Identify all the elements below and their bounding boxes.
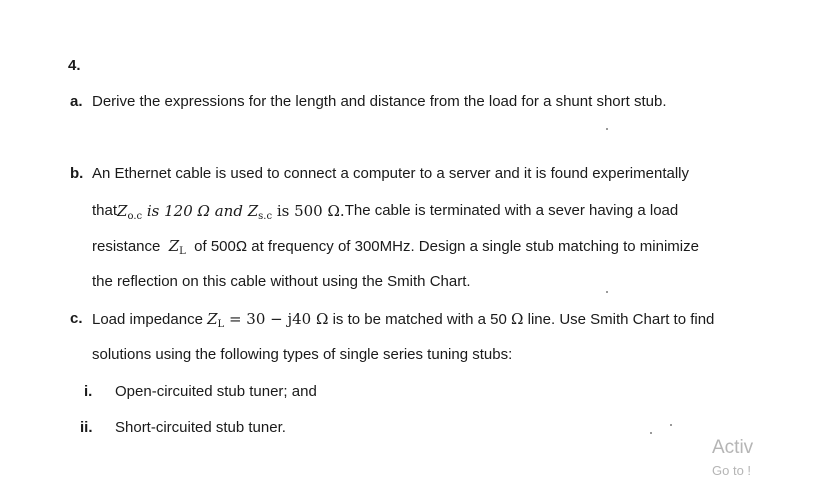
- part-b-line-4: the reflection on this cable without using the Smith Chart.: [92, 273, 471, 290]
- activation-watermark-title: Activ: [712, 437, 754, 458]
- activation-watermark-subtitle: Go to !: [712, 463, 752, 478]
- z-sc-symbol: Z: [247, 202, 259, 220]
- z-sc-subscript: s.c: [258, 211, 273, 222]
- z-sc-value: is 500 Ω.: [272, 202, 345, 220]
- sub-item-ii-text: Short-circuited stub tuner.: [115, 419, 286, 436]
- part-b-line-2: [92, 201, 679, 222]
- z-oc-value: is 120 Ω and: [142, 202, 248, 220]
- part-a-text: Derive the expressions for the length and distance from the load for a shunt short stub.: [92, 93, 667, 110]
- part-b-line-3-end: of 500Ω at frequency of 300MHz. Design a single stub matching to minimize: [194, 238, 699, 255]
- part-c-line-1: [92, 309, 714, 330]
- part-b-line-3: [92, 236, 699, 257]
- part-c-marker: c.: [70, 310, 83, 327]
- load-impedance-symbol: $Z_L$: [168, 237, 186, 257]
- part-b-line-1: An Ethernet cable is used to connect a computer to a server and it is found experimentally: [92, 165, 689, 182]
- sub-item-ii-marker: ii.: [80, 419, 93, 436]
- part-b-marker: b.: [70, 165, 84, 182]
- part-c-line-1-mid: is to be matched with a 50: [332, 311, 507, 328]
- sub-item-i-text: Open-circuited stub tuner; and: [115, 383, 317, 400]
- part-a-marker: a.: [70, 93, 83, 110]
- z-oc-subscript: o.c: [127, 211, 143, 222]
- part-c-line-1-start: Load impedance: [92, 311, 203, 328]
- part-b-line-3-start: resistance: [92, 238, 161, 255]
- ohm-symbol: Ω: [511, 310, 524, 328]
- scan-dot: [650, 432, 652, 434]
- part-b-line-2-start: that: [92, 202, 118, 219]
- scan-dot: [606, 291, 608, 293]
- part-c-line-2: solutions using the following types of single series tuning stubs:: [92, 346, 513, 363]
- part-c-line-1-end: line. Use Smith Chart to find: [527, 311, 715, 328]
- sub-item-i-marker: i.: [84, 383, 93, 400]
- load-impedance-equation: $Z_L = 30 - j40$ Ω: [207, 310, 329, 330]
- question-number: 4.: [68, 57, 81, 74]
- part-b-line-2-end: The cable is terminated with a sever having a load: [344, 202, 679, 219]
- scan-dot: [606, 128, 608, 130]
- scan-dot: [670, 424, 672, 426]
- open-circuit-impedance-expression: [117, 201, 345, 221]
- z-oc-symbol: Z: [117, 202, 128, 220]
